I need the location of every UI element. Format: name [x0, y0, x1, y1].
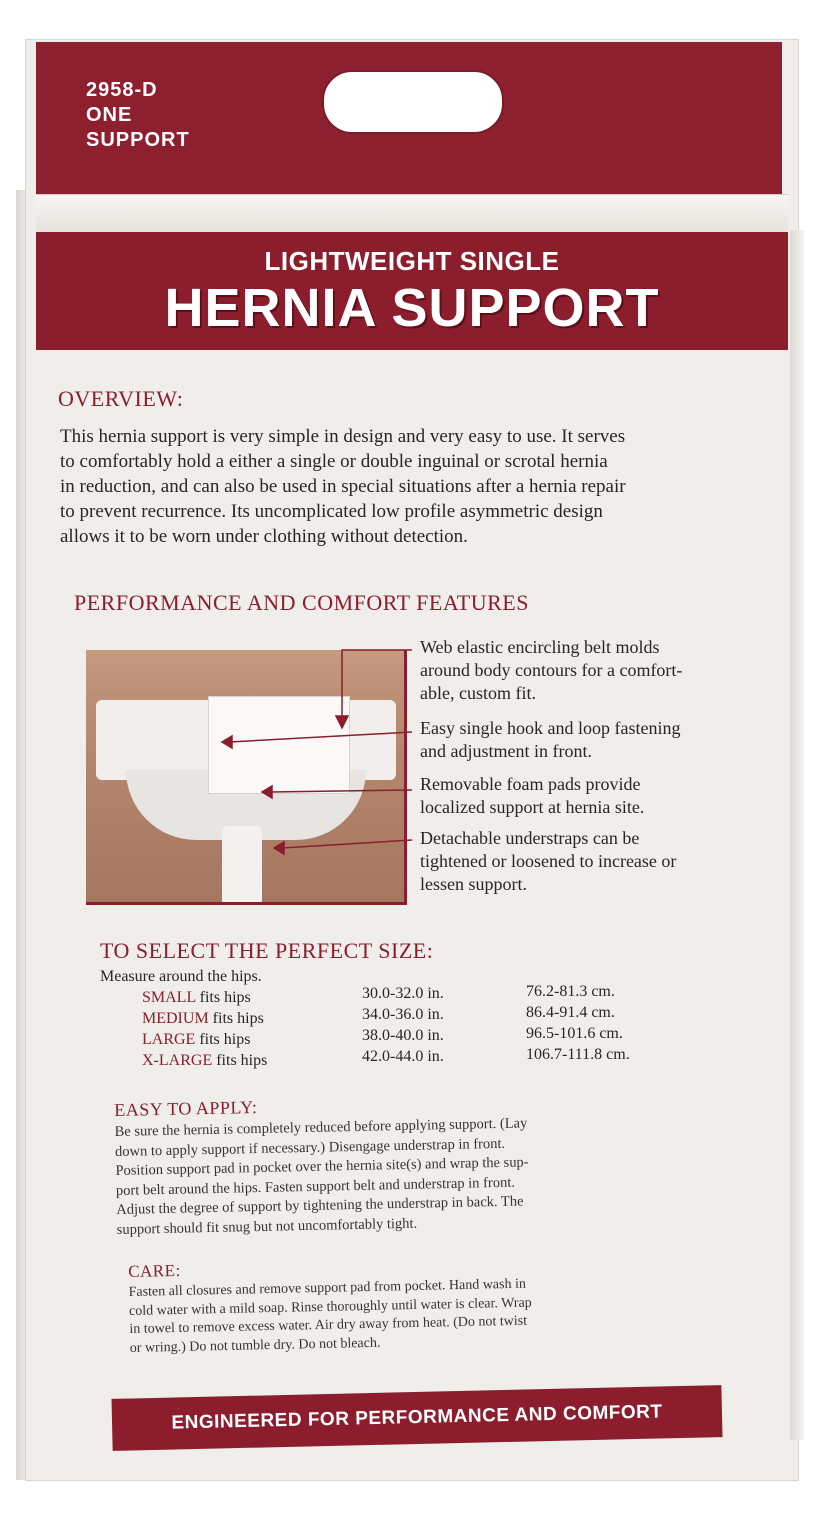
apply-line: Adjust the degree of support by tightening the understrap in back. The [116, 1193, 524, 1218]
care-line: cold water with a mild soap. Rinse thoroughly until water is clear. Wrap [128, 1295, 532, 1319]
callout-pads [420, 773, 644, 819]
product-code-line: SUPPORT [86, 129, 190, 151]
care-heading: CARE: [128, 1260, 181, 1281]
apply-line: port belt around the hips. Fasten support belt and understrap in front. [115, 1174, 516, 1199]
size-cm: 76.2-81.3 cm. [526, 983, 615, 1000]
size-suffix: fits hips [216, 1052, 268, 1069]
size-suffix: fits hips [199, 1031, 251, 1048]
footer-banner: ENGINEERED FOR PERFORMANCE AND COMFORT [111, 1385, 722, 1451]
size-row [142, 1031, 250, 1049]
product-code-line: ONE [86, 104, 133, 126]
apply-text [114, 1114, 530, 1240]
size-suffix: fits hips [212, 1010, 264, 1027]
apply-line: Position support pad in pocket over the hernia site(s) and wrap the sup- [115, 1154, 529, 1179]
apply-line: support should fit snug but not uncomfortably tight. [116, 1215, 418, 1238]
size-inches: 30.0-32.0 in. [362, 985, 444, 1002]
care-line: or wring.) Do not tumble dry. Do not bleach. [129, 1335, 381, 1356]
care-text [128, 1276, 532, 1358]
overview-heading: OVERVIEW: [58, 386, 184, 411]
sizing-heading: TO SELECT THE PERFECT SIZE: [100, 938, 434, 963]
size-label: MEDIUM [142, 1010, 209, 1027]
product-code-line: 2958-D [86, 79, 158, 101]
features-heading: PERFORMANCE AND COMFORT FEATURES [74, 590, 529, 615]
overview-line: in reduction, and can also be used in special situations after a hernia repair [60, 476, 626, 497]
apply-heading: EASY TO APPLY: [114, 1097, 258, 1120]
size-row [142, 1010, 264, 1028]
callout-understraps [420, 827, 676, 896]
size-label: SMALL [142, 989, 196, 1006]
size-cm: 96.5-101.6 cm. [526, 1025, 623, 1042]
size-cm: 86.4-91.4 cm. [526, 1004, 615, 1021]
care-section [128, 1254, 533, 1358]
sizing-instruction: Measure around the hips. [100, 968, 262, 985]
size-row [142, 1052, 267, 1070]
callout-understraps-line: Detachable understraps can be tightened or loosened to increase or lessen support. [420, 828, 677, 894]
callout-fastening [420, 717, 680, 763]
size-suffix: fits hips [199, 989, 251, 1006]
size-inches: 38.0-40.0 in. [362, 1027, 444, 1044]
overview-line: This hernia support is very simple in design and very easy to use. It serves [60, 426, 626, 447]
size-cm: 106.7-111.8 cm. [526, 1046, 630, 1063]
callout-belt-line: Web elastic encircling belt molds around body contours for a comfort- able, custom fit. [420, 637, 683, 703]
callout-fastening-line: Easy single hook and loop fastening and adjustment in front. [420, 718, 681, 761]
apply-line: down to apply support if necessary.) Disengage understrap in front. [114, 1135, 506, 1160]
apply-section [114, 1091, 530, 1240]
callout-belt [420, 636, 682, 705]
care-line: in towel to remove excess water. Air dry away from heat. (Do not twist [129, 1313, 528, 1337]
apply-line: Be sure the hernia is completely reduced before applying support. (Lay [114, 1115, 528, 1140]
size-inches: 34.0-36.0 in. [362, 1006, 444, 1023]
size-label: LARGE [142, 1031, 196, 1048]
product-title: HERNIA SUPPORT [164, 278, 660, 338]
size-inches: 42.0-44.0 in. [362, 1048, 444, 1065]
care-line: Fasten all closures and remove support pad from pocket. Hand wash in [128, 1276, 527, 1300]
size-row [142, 989, 251, 1007]
overview-line: to comfortably hold a either a single or double inguinal or scrotal hernia [60, 451, 608, 472]
overview-line: allows it to be worn under clothing without detection. [60, 526, 468, 547]
callout-pads-line: Removable foam pads provide localized support at hernia site. [420, 774, 645, 817]
overview-line: to prevent recurrence. Its uncomplicated low profile asymmetric design [60, 501, 603, 522]
product-subtitle: LIGHTWEIGHT SINGLE [264, 246, 560, 276]
size-label: X-LARGE [142, 1052, 213, 1069]
